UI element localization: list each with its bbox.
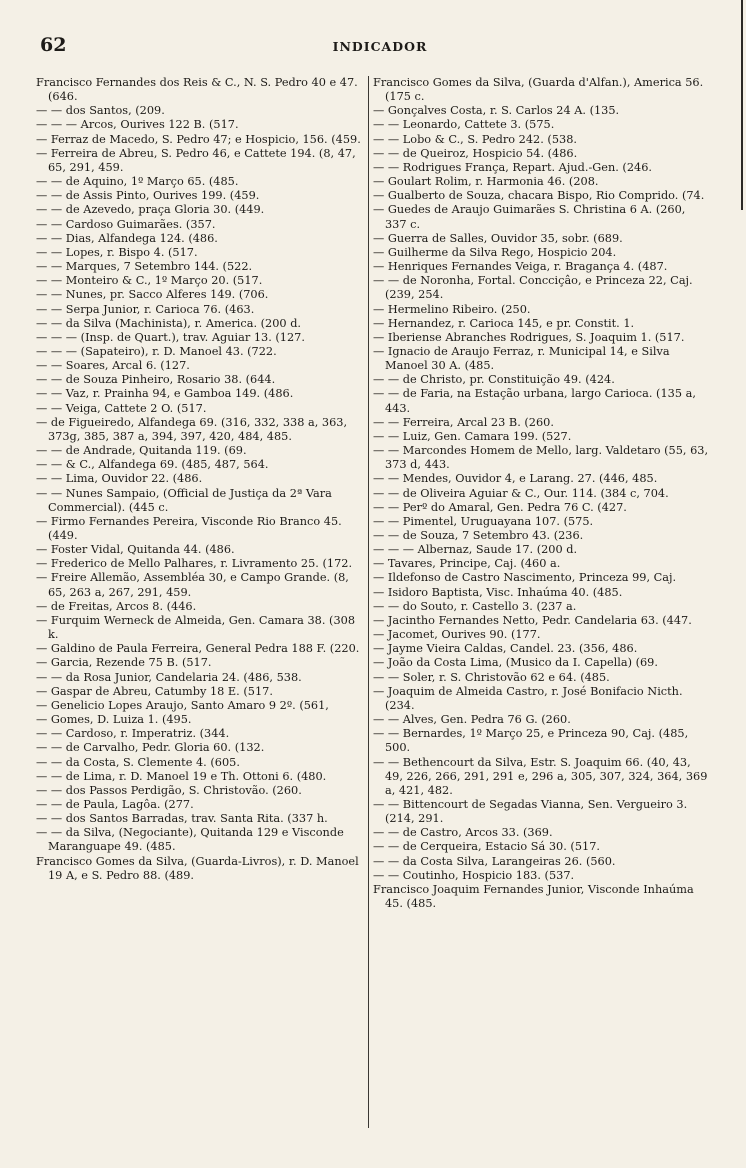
directory-entry: — Jacintho Fernandes Netto, Pedr. Candelaria 63. (447. bbox=[373, 613, 692, 627]
directory-entry: — — dos Santos, (209. bbox=[36, 104, 165, 118]
directory-entry: — — da Rosa Junior, Candelaria 24. (486, 538. bbox=[36, 670, 302, 684]
directory-entry: — — Rodrigues França, Repart. Ajud.-Gen. (246. bbox=[373, 160, 652, 174]
directory-entry: — Genelicio Lopes Araujo, Santo Amaro 9 2º. (561, bbox=[36, 698, 329, 712]
directory-entry: — — — (Insp. de Quart.), trav. Aguiar 13. (127. bbox=[36, 330, 305, 344]
directory-entry: — Ildefonso de Castro Nascimento, Princeza 99, Caj. bbox=[373, 571, 677, 585]
directory-entry: — — da Costa Silva, Larangeiras 26. (560. bbox=[373, 854, 616, 868]
directory-entry: — Guilherme da Silva Rego, Hospicio 204. bbox=[373, 245, 617, 259]
directory-entry: — Ferraz de Macedo, S. Pedro 47; e Hospicio, 156. (459. bbox=[36, 132, 361, 146]
directory-entry: — — Soler, r. S. Christovão 62 e 64. (485. bbox=[373, 670, 610, 684]
directory-entry: — Garcia, Rezende 75 B. (517. bbox=[36, 656, 212, 670]
directory-entry: — Gonçalves Costa, r. S. Carlos 24 A. (135. bbox=[373, 104, 620, 118]
directory-entry: — Gualberto de Souza, chacara Bispo, Rio Comprido. (74. bbox=[373, 189, 705, 203]
directory-entry: Francisco Gomes da Silva, (Guarda d'Alfan.), America 56. (175 c. bbox=[373, 76, 704, 104]
directory-entry: — — de Christo, pr. Constituição 49. (424. bbox=[373, 373, 615, 387]
directory-entry: — de Freitas, Arcos 8. (446. bbox=[36, 599, 197, 613]
directory-entry: — — — Arcos, Ourives 122 B. (517. bbox=[36, 118, 239, 132]
directory-entry: — — Luiz, Gen. Camara 199. (527. bbox=[373, 429, 572, 443]
directory-entry: — — Nunes Sampaio, (Official de Justiça da 2ª Vara Commercial). (445 c. bbox=[36, 486, 332, 514]
directory-entry: — — dos Santos Barradas, trav. Santa Rita. (337 h. bbox=[36, 812, 328, 826]
directory-entry: Francisco Fernandes dos Reis & C., N. S. Pedro 40 e 47. (646. bbox=[36, 76, 358, 104]
directory-entry: — Guerra de Salles, Ouvidor 35, sobr. (689. bbox=[373, 231, 623, 245]
directory-entry: — — de Faria, na Estação urbana, largo Carioca. (135 a, 443. bbox=[373, 387, 696, 415]
directory-entry: — João da Costa Lima, (Musico da I. Capella) (69. bbox=[373, 656, 658, 670]
page-number: 62 bbox=[40, 34, 67, 56]
directory-entry: — — Marques, 7 Setembro 144. (522. bbox=[36, 260, 253, 274]
directory-entry: — Jacomet, Ourives 90. (177. bbox=[373, 628, 541, 642]
directory-entry: — — de Carvalho, Pedr. Gloria 60. (132. bbox=[36, 741, 265, 755]
directory-entry: — Ignacio de Araujo Ferraz, r. Municipal 14, e Silva Manoel 30 A. (485. bbox=[373, 344, 670, 373]
directory-entry: — — da Costa, S. Clemente 4. (605. bbox=[36, 755, 240, 769]
directory-entry: — Firmo Fernandes Pereira, Visconde Rio Branco 45. (449. bbox=[36, 514, 342, 542]
directory-entry: — — Bethencourt da Silva, Estr. S. Joaquim 66. (40, 43, 49, 226, 266, 291, 291 e, 296 a, 305, 307, 324, 364, 369 a, 421, 482. bbox=[373, 755, 708, 797]
directory-entry: — Jayme Vieira Caldas, Candel. 23. (356, 486. bbox=[373, 642, 638, 656]
directory-entry: — — de Azevedo, praça Gloria 30. (449. bbox=[36, 203, 265, 217]
directory-entry: — Joaquim de Almeida Castro, r. José Bonifacio Nicth. (234. bbox=[373, 684, 683, 712]
directory-entry: — — de Aquino, 1º Março 65. (485. bbox=[36, 175, 239, 189]
directory-entry: — — de Oliveira Aguiar & C., Our. 114. (384 c, 704. bbox=[373, 486, 669, 500]
directory-entry: — — de Souza, 7 Setembro 43. (236. bbox=[373, 529, 584, 542]
page-edge-mark bbox=[741, 0, 743, 210]
directory-entry: — — Serpa Junior, r. Carioca 76. (463. bbox=[36, 302, 255, 316]
directory-entry: Francisco Joaquim Fernandes Junior, Visconde Inhaúma 45. (485. bbox=[373, 882, 694, 911]
right-column bbox=[373, 76, 710, 911]
directory-entry: — — Cardoso, r. Imperatriz. (344. bbox=[36, 727, 230, 741]
directory-entry: — Frederico de Mello Palhares, r. Livramento 25. (172. bbox=[36, 557, 353, 571]
directory-entry: Francisco Gomes da Silva, (Guarda-Livros), r. D. Manoel 19 A, e S. Pedro 88. (489. bbox=[36, 854, 359, 882]
directory-entry: — — Monteiro & C., 1º Março 20. (517. bbox=[36, 274, 263, 288]
directory-entry: — Gaspar de Abreu, Catumby 18 E. (517. bbox=[36, 684, 273, 698]
directory-entry: — Gomes, D. Luiza 1. (495. bbox=[36, 713, 192, 727]
directory-entry: — — da Silva (Machinista), r. America. (200 d. bbox=[36, 316, 302, 330]
directory-entry: — — Soares, Arcal 6. (127. bbox=[36, 359, 190, 373]
directory-entry: — Hernandez, r. Carioca 145, e pr. Constit. 1. bbox=[373, 316, 635, 330]
directory-entry: — Goulart Rolim, r. Harmonia 46. (208. bbox=[373, 175, 599, 189]
directory-entry: — — de Andrade, Quitanda 119. (69. bbox=[36, 444, 247, 458]
directory-entry: — — Bernardes, 1º Março 25, e Princeza 90, Caj. (485, 500. bbox=[373, 727, 689, 755]
directory-entry: — — Lima, Ouvidor 22. (486. bbox=[36, 472, 203, 486]
directory-entry: — — de Lima, r. D. Manoel 19 e Th. Ottoni 6. (480. bbox=[36, 769, 327, 783]
directory-entry: — — de Cerqueira, Estacio Sá 30. (517. bbox=[373, 840, 600, 854]
page-title: INDICADOR bbox=[332, 39, 428, 54]
directory-entry: — — Lobo & C., S. Pedro 242. (538. bbox=[373, 132, 577, 146]
directory-entry: — Henriques Fernandes Veiga, r. Bragança 4. (487. bbox=[373, 260, 668, 274]
directory-entry: — Furquim Werneck de Almeida, Gen. Camara 38. (308 k. bbox=[36, 613, 356, 642]
directory-entry: — — Coutinho, Hospicio 183. (537. bbox=[373, 868, 575, 882]
directory-entry: — Tavares, Principe, Caj. (460 a. bbox=[373, 557, 561, 571]
directory-entry: — — Mendes, Ouvidor 4, e Larang. 27. (446, 485. bbox=[373, 472, 658, 486]
directory-entry: — — de Queiroz, Hospicio 54. (486. bbox=[373, 146, 578, 160]
directory-entry: — Iberiense Abranches Rodrigues, S. Joaquim 1. (517. bbox=[373, 330, 685, 344]
column-divider bbox=[368, 76, 369, 1128]
directory-entry: — — Lopes, r. Bispo 4. (517. bbox=[36, 245, 198, 259]
directory-entry: — Hermelino Ribeiro. (250. bbox=[373, 302, 531, 316]
directory-entry: — de Figueiredo, Alfandega 69. (316, 332, 338 a, 363, 373g, 385, 387 a, 394, 397, 420, 484, 485. bbox=[36, 415, 348, 443]
directory-entry: — — dos Passos Perdigão, S. Christovão. (260. bbox=[36, 783, 302, 797]
directory-entry: — — Veiga, Cattete 2 O. (517. bbox=[36, 401, 207, 415]
directory-entry: — — Marcondes Homem de Mello, larg. Valdetaro (55, 63, 373 d, 443. bbox=[373, 444, 709, 472]
directory-entry: — — de Paula, Lagôa. (277. bbox=[36, 797, 194, 811]
directory-entry: — — Bittencourt de Segadas Vianna, Sen. Vergueiro 3. (214, 291. bbox=[373, 797, 688, 826]
directory-entry: — — — Albernaz, Saude 17. (200 d. bbox=[373, 543, 578, 557]
directory-entry: — — Leonardo, Cattete 3. (575. bbox=[373, 118, 555, 132]
directory-entry: — — Perº do Amaral, Gen. Pedra 76 C. (427. bbox=[373, 500, 627, 514]
left-column bbox=[36, 76, 369, 883]
directory-entry: — Galdino de Paula Ferreira, General Pedra 188 F. (220. bbox=[36, 642, 360, 656]
directory-entry: — — Ferreira, Arcal 23 B. (260. bbox=[373, 415, 554, 429]
directory-entry: — — — (Sapateiro), r. D. Manoel 43. (722. bbox=[36, 344, 277, 358]
directory-entry: — — Dias, Alfandega 124. (486. bbox=[36, 231, 218, 245]
directory-entry: — Freire Allemão, Assembléa 30, e Campo Grande. (8, 65, 263 a, 267, 291, 459. bbox=[36, 571, 349, 599]
directory-entry: — — Pimentel, Uruguayana 107. (575. bbox=[373, 514, 594, 528]
directory-entry: — — de Souza Pinheiro, Rosario 38. (644. bbox=[36, 373, 276, 387]
directory-entry: — — de Noronha, Fortal. Concciçâo, e Princeza 22, Caj. (239, 254. bbox=[373, 274, 693, 302]
directory-entry: — — do Souto, r. Castello 3. (237 a. bbox=[373, 599, 577, 613]
directory-entry: — — da Silva, (Negociante), Quitanda 129 e Visconde Maranguape 49. (485. bbox=[36, 826, 344, 854]
directory-entry: — — & C., Alfandega 69. (485, 487, 564. bbox=[36, 458, 269, 472]
directory-entry: — Foster Vidal, Quitanda 44. (486. bbox=[36, 543, 235, 557]
directory-entry: — — de Assis Pinto, Ourives 199. (459. bbox=[36, 189, 260, 203]
directory-entry: — — Alves, Gen. Pedra 76 G. (260. bbox=[373, 713, 571, 727]
directory-entry: — — Nunes, pr. Sacco Alferes 149. (706. bbox=[36, 288, 269, 302]
page-header bbox=[40, 34, 720, 60]
directory-entry: — — de Castro, Arcos 33. (369. bbox=[373, 826, 553, 840]
directory-entry: — Guedes de Araujo Guimarães S. Christina 6 A. (260, 337 c. bbox=[373, 203, 686, 231]
directory-entry: — — Cardoso Guimarães. (357. bbox=[36, 217, 216, 231]
directory-entry: — Ferreira de Abreu, S. Pedro 46, e Cattete 194. (8, 47, 65, 291, 459. bbox=[36, 146, 356, 174]
directory-entry: — Isidoro Baptista, Visc. Inhaúma 40. (485. bbox=[373, 585, 623, 599]
directory-entry: — — Vaz, r. Prainha 94, e Gamboa 149. (486. bbox=[36, 387, 294, 401]
